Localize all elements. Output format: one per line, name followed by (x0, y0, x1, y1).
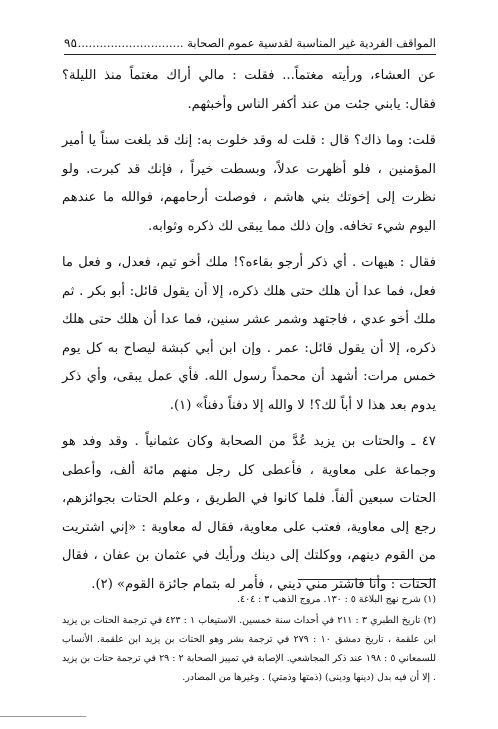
running-header (64, 34, 436, 55)
bottom-rule (0, 716, 86, 717)
page-number: ٩٥ (64, 36, 77, 50)
footnote: (١) شرح نهج البلاغة ٥ : ١٣٠. مروج الذهب ٣ : ٤٠٤. (237, 594, 436, 605)
main-text (62, 62, 436, 607)
paragraph: قلت: وما ذاك؟ قال : قلت له وقد خلوت به: إنك قد بلغت سناً يا أمير المؤمنين ، فلو أظهرت عدلاً، وبسطت خيراً ، فإنك قد كبرت. ولو نظرت إلى إخوتك بني هاشم ، فوصلت أرحامهم، فوالله ما عندهم اليوم شيء تخافه. وإن ذلك مما يبقى لك ذكره وثوابه. (62, 133, 436, 234)
footnote-separator (298, 579, 436, 580)
paragraph: ٤٧ ـ والحتات بن يزيد عُدَّ من الصحابة وكان عثمانياً . وقد وفد هو وجماعة على معاوية ، فأعطى كل رجل منهم مائة ألف، وأعطى الحتات سبعين ألفاً. فلما كانوا في الطريق ، وعلم الحتات بجوائزهم، رجع إلى معاوية، فعتب على معاوية، فقال له معاوية : «إني اشتريت من القوم دينهم، ووكلتك إلى دينك ورأيك في عثمان بن عفان ، فقال الحتات : وأنا فاشتر مني ديني ، فأمر له بتمام جائزة القوم» (٢). (62, 434, 436, 592)
paragraph: فقال : هيهات . أي ذكر أرجو بقاءه؟! ملك أخو تيم، فعدل، و فعل ما فعل، فما عدا أن هلك حتى هلك ذكره، إلا أن يقول قائل: أبو بكر . ثم ملك أخو عدي ، فاجتهد وشمر عشر سنين، فما عدا أن هلك حتى هلك ذكره، إلا أن يقول قائل: عمر . وإن ابن أبي كبشة ليصاح به كل يوم خمس مرات: أشهد أن محمداً رسول الله. فأي عمل يبقى، وأي ذكر يدوم بعد هذا لا أباً لك؟! لا والله إلا دفناً دفناً» (١). (62, 255, 436, 413)
footnote: (٢) تاريخ الطبري ٣ : ٢١١ في أحداث سنة خمسين. الاستيعاب ١ : ٤٢٣ في ترجمة الحتات بن يزيد ابن علقمة ، تاريخ دمشق ١٠ : ٢٧٩ في ترجمة بشر وهو الحتات بن يزيد ابن علقمة. الأنساب للسمعاني ٥ : ١٩٨ عند ذكر المجاشعي. الإصابة في تمييز الصحابة ٢ : ٢٩ في ترجمة حتات بن يزيد . إلا أن فيه بدل (دينها ودينى) (ذمتها وذمتي) . وغيرها من المصادر. (62, 615, 437, 683)
running-title: المواقف الفردية غير المناسبة لقدسية عموم الصحابة .............................. (73, 36, 436, 50)
paragraph: عن العشاء، ورأيته مغتماً... فقلت : مالي أراك مغتماً منذ الليلة؟ فقال: يابني جئت من عند أكفر الناس وأخبثهم. (62, 68, 436, 112)
footnotes (62, 590, 436, 689)
